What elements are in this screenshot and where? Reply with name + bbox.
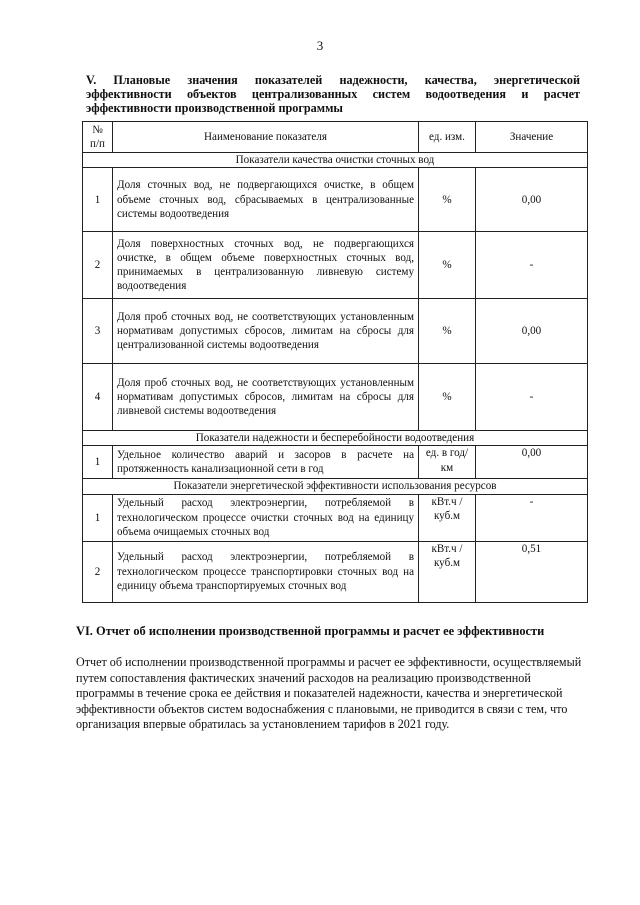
row-name: Доля проб сточных вод, не соответствующих установленным нормативам допустимых сбросов, лимитам на сбросы для ливневой системы водоотведения	[113, 364, 419, 431]
section-5-title: V. Плановые значения показателей надежности, качества, энергетической эффективности объектов централизованных систем водоотведения и расчет эффективности производственной программы	[86, 73, 580, 115]
row-num: 1	[83, 168, 113, 232]
header-name: Наименование показателя	[113, 122, 419, 153]
row-num: 1	[83, 446, 113, 479]
row-num: 1	[83, 494, 113, 541]
table-row	[83, 494, 588, 541]
row-value: 0,51	[476, 541, 588, 602]
row-num: 3	[83, 299, 113, 364]
row-name: Удельный расход электроэнергии, потребляемой в технологическом процессе транспортировки сточных вод на единицу объема транспортируемых сточных вод	[113, 541, 419, 602]
row-name: Доля поверхностных сточных вод, не подвергающихся очистке, в общем объеме поверхностных сточных вод, принимаемых в централизованную ливневую систему водоотведения	[113, 232, 419, 299]
report-paragraph: Отчет об исполнении производственной программы и расчет ее эффективности, осуществляемый путем сопоставления фактических значений расходов на реализацию производственной программы в течение срока ее действия и показателей надежности, качества и энергетической эффективности объектов систем водоснабжения с плановыми, не приводится в связи с тем, что организация впервые обратилась за установлением тарифов в 2021 году.	[76, 655, 582, 731]
row-value: -	[476, 364, 588, 431]
row-value: -	[476, 232, 588, 299]
row-unit: кВт.ч / куб.м	[419, 494, 476, 541]
row-name: Удельный расход электроэнергии, потребляемой в технологическом процессе очистки сточных вод на единицу объема очищаемых сточных вод	[113, 494, 419, 541]
header-unit: ед. изм.	[419, 122, 476, 153]
group-title: Показатели качества очистки сточных вод	[83, 153, 588, 168]
row-name: Доля проб сточных вод, не соответствующих установленным нормативам допустимых сбросов, лимитам на сбросы для централизованной системы водоотведения	[113, 299, 419, 364]
group-header-row	[83, 431, 588, 446]
row-value: 0,00	[476, 168, 588, 232]
table-row	[83, 168, 588, 232]
indicators-table	[82, 121, 588, 603]
group-title: Показатели надежности и бесперебойности водоотведения	[83, 431, 588, 446]
table-row	[83, 232, 588, 299]
row-num: 4	[83, 364, 113, 431]
page-number: 3	[316, 38, 324, 53]
row-name: Удельное количество аварий и засоров в расчете на протяженность канализационной сети в год	[113, 446, 419, 479]
row-value: 0,00	[476, 446, 588, 479]
row-unit: %	[419, 364, 476, 431]
section-6-title: VI. Отчет об исполнении производственной программы и расчет ее эффективности	[76, 624, 545, 638]
row-unit: %	[419, 299, 476, 364]
header-value: Значение	[476, 122, 588, 153]
row-unit: кВт.ч / куб.м	[419, 541, 476, 602]
table-row	[83, 299, 588, 364]
table-row	[83, 364, 588, 431]
row-name: Доля сточных вод, не подвергающихся очистке, в общем объеме сточных вод, сбрасываемых в централизованные системы водоотведения	[113, 168, 419, 232]
row-value: 0,00	[476, 299, 588, 364]
header-num: № п/п	[83, 122, 113, 153]
row-num: 2	[83, 232, 113, 299]
table-row	[83, 446, 588, 479]
group-title: Показатели энергетической эффективности использования ресурсов	[83, 479, 588, 494]
group-header-row	[83, 153, 588, 168]
row-num: 2	[83, 541, 113, 602]
group-header-row	[83, 479, 588, 494]
row-unit: %	[419, 168, 476, 232]
row-unit: %	[419, 232, 476, 299]
table-row	[83, 541, 588, 602]
row-value: -	[476, 494, 588, 541]
table-header-row	[83, 122, 588, 153]
row-unit: ед. в год/ км	[419, 446, 476, 479]
